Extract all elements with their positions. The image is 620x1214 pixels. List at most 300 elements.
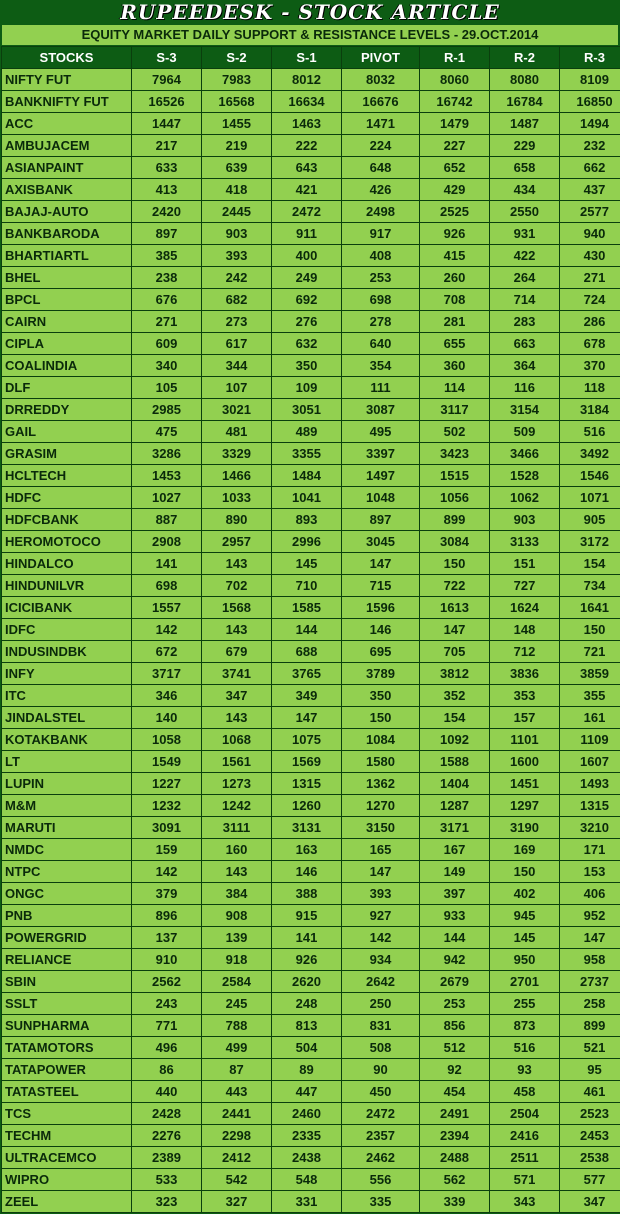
s2-value: 679 [202,641,272,663]
r2-value: 1624 [490,597,560,619]
table-row [2,311,620,333]
table-row [2,1169,620,1191]
pivot-value: 335 [342,1191,420,1213]
s2-value: 393 [202,245,272,267]
pivot-value: 147 [342,553,420,575]
s2-value: 143 [202,619,272,641]
column-header-stocks: STOCKS [2,47,132,69]
r3-value: 8109 [560,69,620,91]
pivot-value: 111 [342,377,420,399]
s2-value: 1033 [202,487,272,509]
r1-value: 281 [420,311,490,333]
r3-value: 516 [560,421,620,443]
s2-value: 1455 [202,113,272,135]
support-resistance-table [1,46,620,1213]
s3-value: 887 [132,509,202,531]
s3-value: 141 [132,553,202,575]
s3-value: 346 [132,685,202,707]
r3-value: 430 [560,245,620,267]
table-row [2,861,620,883]
r2-value: 931 [490,223,560,245]
r1-value: 144 [420,927,490,949]
s2-value: 1568 [202,597,272,619]
r2-value: 658 [490,157,560,179]
s2-value: 107 [202,377,272,399]
table-row [2,575,620,597]
r1-value: 397 [420,883,490,905]
s2-value: 2298 [202,1125,272,1147]
r3-value: 1494 [560,113,620,135]
r2-value: 2504 [490,1103,560,1125]
r2-value: 150 [490,861,560,883]
r1-value: 253 [420,993,490,1015]
stock-name: CIPLA [2,333,132,355]
column-header-r3: R-3 [560,47,620,69]
r1-value: 3117 [420,399,490,421]
r2-value: 950 [490,949,560,971]
r2-value: 1297 [490,795,560,817]
s2-value: 3329 [202,443,272,465]
stock-name: NIFTY FUT [2,69,132,91]
r2-value: 1451 [490,773,560,795]
r2-value: 264 [490,267,560,289]
pivot-value: 224 [342,135,420,157]
s2-value: 890 [202,509,272,531]
r2-value: 283 [490,311,560,333]
table-row [2,597,620,619]
r2-value: 343 [490,1191,560,1213]
stock-name: ZEEL [2,1191,132,1213]
s1-value: 692 [272,289,342,311]
r3-value: 1109 [560,729,620,751]
r3-value: 150 [560,619,620,641]
s3-value: 609 [132,333,202,355]
r3-value: 3492 [560,443,620,465]
stock-name: HINDUNILVR [2,575,132,597]
stock-name: INDUSINDBK [2,641,132,663]
r2-value: 169 [490,839,560,861]
s1-value: 248 [272,993,342,1015]
r3-value: 347 [560,1191,620,1213]
r1-value: 1588 [420,751,490,773]
r1-value: 652 [420,157,490,179]
table-row [2,1081,620,1103]
s1-value: 911 [272,223,342,245]
r2-value: 2550 [490,201,560,223]
stock-name: M&M [2,795,132,817]
stock-name: HINDALCO [2,553,132,575]
stock-name: TATAMOTORS [2,1037,132,1059]
s3-value: 379 [132,883,202,905]
s1-value: 145 [272,553,342,575]
s1-value: 3765 [272,663,342,685]
pivot-value: 2642 [342,971,420,993]
s2-value: 347 [202,685,272,707]
pivot-value: 3045 [342,531,420,553]
pivot-value: 2498 [342,201,420,223]
r3-value: 161 [560,707,620,729]
s2-value: 499 [202,1037,272,1059]
r1-value: 1287 [420,795,490,817]
s1-value: 1260 [272,795,342,817]
table-row [2,333,620,355]
table-row [2,179,620,201]
r3-value: 3184 [560,399,620,421]
r2-value: 571 [490,1169,560,1191]
table-row [2,1059,620,1081]
r3-value: 2577 [560,201,620,223]
r2-value: 3466 [490,443,560,465]
r3-value: 370 [560,355,620,377]
r3-value: 437 [560,179,620,201]
s2-value: 160 [202,839,272,861]
r3-value: 1546 [560,465,620,487]
s2-value: 903 [202,223,272,245]
r2-value: 3836 [490,663,560,685]
s1-value: 2335 [272,1125,342,1147]
r2-value: 714 [490,289,560,311]
table-row [2,927,620,949]
s3-value: 105 [132,377,202,399]
r3-value: 258 [560,993,620,1015]
r1-value: 429 [420,179,490,201]
s2-value: 788 [202,1015,272,1037]
pivot-value: 897 [342,509,420,531]
pivot-value: 2462 [342,1147,420,1169]
r1-value: 352 [420,685,490,707]
r3-value: 577 [560,1169,620,1191]
s1-value: 349 [272,685,342,707]
r1-value: 154 [420,707,490,729]
r1-value: 2679 [420,971,490,993]
s2-value: 87 [202,1059,272,1081]
s1-value: 147 [272,707,342,729]
s1-value: 388 [272,883,342,905]
r3-value: 153 [560,861,620,883]
table-row [2,905,620,927]
s1-value: 8012 [272,69,342,91]
s3-value: 413 [132,179,202,201]
s3-value: 86 [132,1059,202,1081]
s1-value: 1484 [272,465,342,487]
r1-value: 1092 [420,729,490,751]
r1-value: 1404 [420,773,490,795]
r2-value: 1487 [490,113,560,135]
r2-value: 873 [490,1015,560,1037]
s3-value: 1549 [132,751,202,773]
s2-value: 143 [202,553,272,575]
r2-value: 229 [490,135,560,157]
s1-value: 447 [272,1081,342,1103]
table-header-row [2,47,620,69]
pivot-value: 1596 [342,597,420,619]
column-header-s1: S-1 [272,47,342,69]
s2-value: 443 [202,1081,272,1103]
r3-value: 286 [560,311,620,333]
r2-value: 364 [490,355,560,377]
stock-name: BHEL [2,267,132,289]
table-row [2,487,620,509]
stock-name: SBIN [2,971,132,993]
stock-name: PNB [2,905,132,927]
s3-value: 323 [132,1191,202,1213]
r2-value: 3190 [490,817,560,839]
r1-value: 149 [420,861,490,883]
s3-value: 676 [132,289,202,311]
r3-value: 1071 [560,487,620,509]
r1-value: 260 [420,267,490,289]
r1-value: 1479 [420,113,490,135]
r3-value: 2737 [560,971,620,993]
r1-value: 339 [420,1191,490,1213]
s3-value: 3286 [132,443,202,465]
s3-value: 2420 [132,201,202,223]
stock-name: MARUTI [2,817,132,839]
s2-value: 682 [202,289,272,311]
table-row [2,69,620,91]
table-row [2,377,620,399]
s2-value: 418 [202,179,272,201]
table-row [2,817,620,839]
pivot-value: 8032 [342,69,420,91]
s1-value: 3355 [272,443,342,465]
table-row [2,685,620,707]
table-row [2,157,620,179]
s2-value: 1466 [202,465,272,487]
s3-value: 2908 [132,531,202,553]
table-row [2,641,620,663]
table-row [2,1191,620,1213]
s3-value: 1557 [132,597,202,619]
r1-value: 3084 [420,531,490,553]
s1-value: 2996 [272,531,342,553]
s1-value: 2460 [272,1103,342,1125]
s1-value: 548 [272,1169,342,1191]
s1-value: 710 [272,575,342,597]
stock-name: AMBUJACEM [2,135,132,157]
r1-value: 1056 [420,487,490,509]
s1-value: 1569 [272,751,342,773]
table-row [2,1125,620,1147]
stock-name: ONGC [2,883,132,905]
r3-value: 1641 [560,597,620,619]
s1-value: 3131 [272,817,342,839]
table-row [2,993,620,1015]
r2-value: 458 [490,1081,560,1103]
table-row [2,751,620,773]
r1-value: 92 [420,1059,490,1081]
s2-value: 143 [202,707,272,729]
r3-value: 662 [560,157,620,179]
r3-value: 734 [560,575,620,597]
r3-value: 678 [560,333,620,355]
r3-value: 3172 [560,531,620,553]
pivot-value: 3150 [342,817,420,839]
s2-value: 3021 [202,399,272,421]
table-row [2,883,620,905]
s3-value: 771 [132,1015,202,1037]
r2-value: 727 [490,575,560,597]
r3-value: 1315 [560,795,620,817]
s3-value: 142 [132,619,202,641]
pivot-value: 2357 [342,1125,420,1147]
r2-value: 157 [490,707,560,729]
r3-value: 1607 [560,751,620,773]
s1-value: 249 [272,267,342,289]
s1-value: 1315 [272,773,342,795]
column-header-s3: S-3 [132,47,202,69]
r1-value: 942 [420,949,490,971]
table-row [2,443,620,465]
pivot-value: 495 [342,421,420,443]
s1-value: 222 [272,135,342,157]
table-row [2,267,620,289]
r3-value: 2538 [560,1147,620,1169]
pivot-value: 3087 [342,399,420,421]
r3-value: 905 [560,509,620,531]
table-row [2,289,620,311]
r2-value: 93 [490,1059,560,1081]
r1-value: 2525 [420,201,490,223]
s1-value: 2472 [272,201,342,223]
s1-value: 16634 [272,91,342,113]
table-row [2,1103,620,1125]
s1-value: 276 [272,311,342,333]
s2-value: 245 [202,993,272,1015]
r2-value: 148 [490,619,560,641]
s2-value: 327 [202,1191,272,1213]
s3-value: 440 [132,1081,202,1103]
s3-value: 1027 [132,487,202,509]
r3-value: 118 [560,377,620,399]
r3-value: 355 [560,685,620,707]
stock-name: TECHM [2,1125,132,1147]
stock-name: HDFCBANK [2,509,132,531]
pivot-value: 831 [342,1015,420,1037]
stock-name: GRASIM [2,443,132,465]
s3-value: 672 [132,641,202,663]
s3-value: 2428 [132,1103,202,1125]
s2-value: 16568 [202,91,272,113]
r2-value: 903 [490,509,560,531]
r1-value: 8060 [420,69,490,91]
s2-value: 542 [202,1169,272,1191]
s3-value: 159 [132,839,202,861]
stock-name: NMDC [2,839,132,861]
s3-value: 340 [132,355,202,377]
pivot-value: 16676 [342,91,420,113]
r1-value: 2491 [420,1103,490,1125]
s1-value: 489 [272,421,342,443]
r1-value: 454 [420,1081,490,1103]
table-row [2,729,620,751]
r1-value: 933 [420,905,490,927]
stock-name: WIPRO [2,1169,132,1191]
pivot-value: 698 [342,289,420,311]
r2-value: 16784 [490,91,560,113]
s1-value: 400 [272,245,342,267]
pivot-value: 150 [342,707,420,729]
pivot-value: 253 [342,267,420,289]
s3-value: 140 [132,707,202,729]
stock-name: CAIRN [2,311,132,333]
s1-value: 915 [272,905,342,927]
r2-value: 1528 [490,465,560,487]
pivot-value: 1270 [342,795,420,817]
pivot-value: 640 [342,333,420,355]
s3-value: 3717 [132,663,202,685]
r3-value: 406 [560,883,620,905]
s2-value: 481 [202,421,272,443]
stock-name: POWERGRID [2,927,132,949]
stock-name: LT [2,751,132,773]
r3-value: 1493 [560,773,620,795]
s3-value: 16526 [132,91,202,113]
s3-value: 243 [132,993,202,1015]
stock-name: AXISBANK [2,179,132,201]
s1-value: 1585 [272,597,342,619]
r1-value: 502 [420,421,490,443]
table-row [2,531,620,553]
table-subtitle: EQUITY MARKET DAILY SUPPORT & RESISTANCE LEVELS - 29.OCT.2014 [2,25,618,45]
s2-value: 1273 [202,773,272,795]
s2-value: 2584 [202,971,272,993]
s3-value: 910 [132,949,202,971]
table-row [2,91,620,113]
r1-value: 150 [420,553,490,575]
r2-value: 116 [490,377,560,399]
s2-value: 2957 [202,531,272,553]
s2-value: 273 [202,311,272,333]
s3-value: 896 [132,905,202,927]
r3-value: 171 [560,839,620,861]
pivot-value: 146 [342,619,420,641]
r2-value: 145 [490,927,560,949]
s1-value: 331 [272,1191,342,1213]
r1-value: 114 [420,377,490,399]
r3-value: 147 [560,927,620,949]
table-row [2,399,620,421]
s3-value: 217 [132,135,202,157]
r1-value: 1515 [420,465,490,487]
pivot-value: 3789 [342,663,420,685]
stock-name: HEROMOTOCO [2,531,132,553]
stock-name: RELIANCE [2,949,132,971]
r1-value: 512 [420,1037,490,1059]
r1-value: 2394 [420,1125,490,1147]
pivot-value: 426 [342,179,420,201]
s1-value: 144 [272,619,342,641]
r2-value: 402 [490,883,560,905]
stock-name: ACC [2,113,132,135]
pivot-value: 695 [342,641,420,663]
s1-value: 813 [272,1015,342,1037]
table-row [2,465,620,487]
r3-value: 952 [560,905,620,927]
s1-value: 643 [272,157,342,179]
r1-value: 1613 [420,597,490,619]
r2-value: 516 [490,1037,560,1059]
s1-value: 89 [272,1059,342,1081]
s3-value: 1058 [132,729,202,751]
r2-value: 353 [490,685,560,707]
s1-value: 893 [272,509,342,531]
pivot-value: 408 [342,245,420,267]
s3-value: 1232 [132,795,202,817]
table-row [2,773,620,795]
pivot-value: 556 [342,1169,420,1191]
r1-value: 655 [420,333,490,355]
